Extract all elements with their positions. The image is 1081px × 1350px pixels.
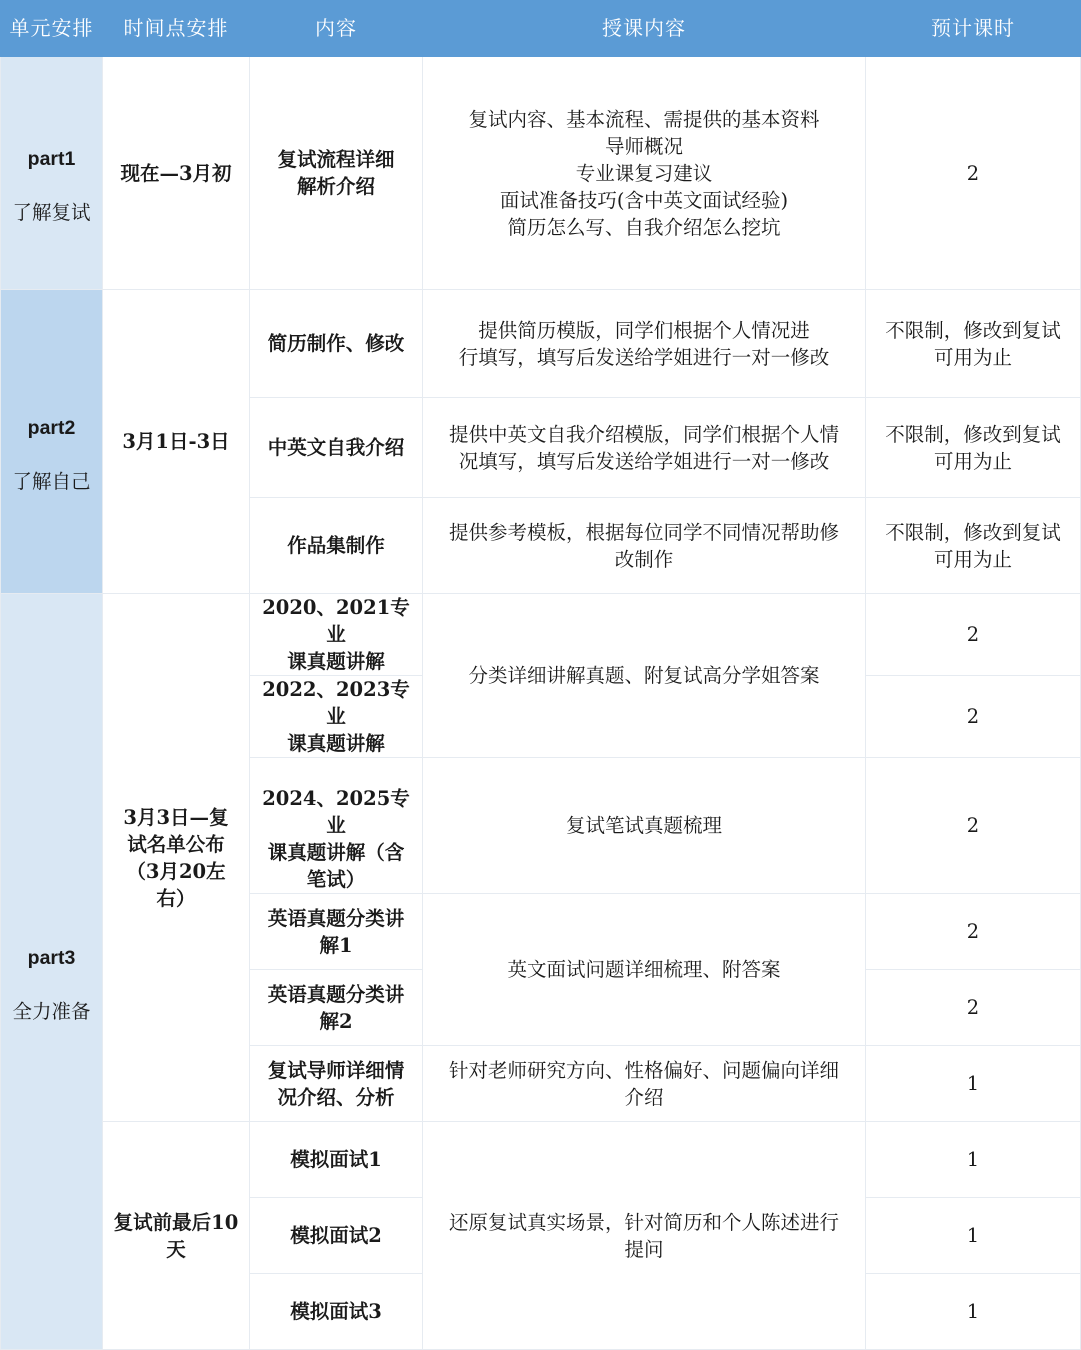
content-cell: 英语真题分类讲 解2 (250, 970, 423, 1046)
teaching-cell: 复试内容、基本流程、需提供的基本资料 导师概况 专业课复习建议 面试准备技巧(含中英文面试经验) 简历怎么写、自我介绍怎么挖坑 (423, 57, 866, 290)
content-text: 2024、2025专业 课真题讲解（含 笔试） (262, 787, 410, 891)
header-hours: 预计课时 (866, 1, 1081, 57)
teaching-cell: 英文面试问题详细梳理、附答案 (423, 894, 866, 1046)
content-cell: 2020、2021专业 课真题讲解 (250, 594, 423, 676)
content-cell: 模拟面试2 (250, 1198, 423, 1274)
teaching-cell: 分类详细讲解真题、附复试高分学姐答案 (423, 594, 866, 758)
content-cell: 复试流程详细 解析介绍 (250, 57, 423, 290)
teaching-cell: 提供参考模板，根据每位同学不同情况帮助修 改制作 (423, 498, 866, 594)
header-time: 时间点安排 (103, 1, 250, 57)
content-cell: 模拟面试3 (250, 1274, 423, 1350)
table-row (1, 594, 1081, 676)
unit-part-name: 了解复试 (12, 202, 91, 224)
time-cell: 复试前最后10 天 (103, 1122, 250, 1350)
table-row (1, 1122, 1081, 1198)
hours-cell: 1 (866, 1122, 1081, 1198)
unit-cell-part3 (1, 594, 103, 1350)
hours-cell: 不限制，修改到复试 可用为止 (866, 498, 1081, 594)
header-unit: 单元安排 (1, 1, 103, 57)
unit-cell-part2 (1, 290, 103, 594)
header-content: 内容 (250, 1, 423, 57)
time-cell: 3月1日-3日 (103, 290, 250, 594)
hours-cell: 1 (866, 1274, 1081, 1350)
teaching-cell: 针对老师研究方向、性格偏好、问题偏向详细 介绍 (423, 1046, 866, 1122)
content-cell: 复试导师详细情 况介绍、分析 (250, 1046, 423, 1122)
teaching-cell: 提供简历模版，同学们根据个人情况进 行填写，填写后发送给学姐进行一对一修改 (423, 290, 866, 398)
unit-part-label: part2 (27, 416, 76, 439)
table-row (1, 57, 1081, 290)
table-row (1, 290, 1081, 398)
time-cell: 现在—3月初 (103, 57, 250, 290)
teaching-cell: 提供中英文自我介绍模版，同学们根据个人情 况填写，填写后发送给学姐进行一对一修改 (423, 398, 866, 498)
hours-cell: 1 (866, 1198, 1081, 1274)
hours-cell: 2 (866, 594, 1081, 676)
unit-cell-part1 (1, 57, 103, 290)
content-cell: 作品集制作 (250, 498, 423, 594)
teaching-cell: 复试笔试真题梳理 (423, 758, 866, 894)
unit-part-name: 了解自己 (12, 470, 91, 493)
unit-part-name: 全力准备 (12, 1000, 91, 1023)
hours-cell: 2 (866, 970, 1081, 1046)
content-cell: 简历制作、修改 (250, 290, 423, 398)
hours-cell: 1 (866, 1046, 1081, 1122)
unit-part-label: part3 (27, 946, 76, 969)
time-cell: 3月3日—复 试名单公布 （3月20左 右） (103, 594, 250, 1122)
hours-cell: 2 (866, 758, 1081, 894)
hours-cell: 2 (866, 57, 1081, 290)
hours-cell: 不限制，修改到复试 可用为止 (866, 290, 1081, 398)
content-cell: 2022、2023专业 课真题讲解 (250, 676, 423, 758)
content-cell: 英语真题分类讲 解1 (250, 894, 423, 970)
header-teaching: 授课内容 (423, 1, 866, 57)
content-cell: 中英文自我介绍 (250, 398, 423, 498)
hours-cell: 2 (866, 894, 1081, 970)
unit-part-label: part1 (27, 148, 76, 170)
header-row (1, 1, 1081, 57)
content-cell: 模拟面试1 (250, 1122, 423, 1198)
hours-cell: 2 (866, 676, 1081, 758)
content-cell (250, 758, 423, 894)
hours-cell: 不限制，修改到复试 可用为止 (866, 398, 1081, 498)
teaching-cell: 还原复试真实场景，针对简历和个人陈述进行 提问 (423, 1122, 866, 1350)
